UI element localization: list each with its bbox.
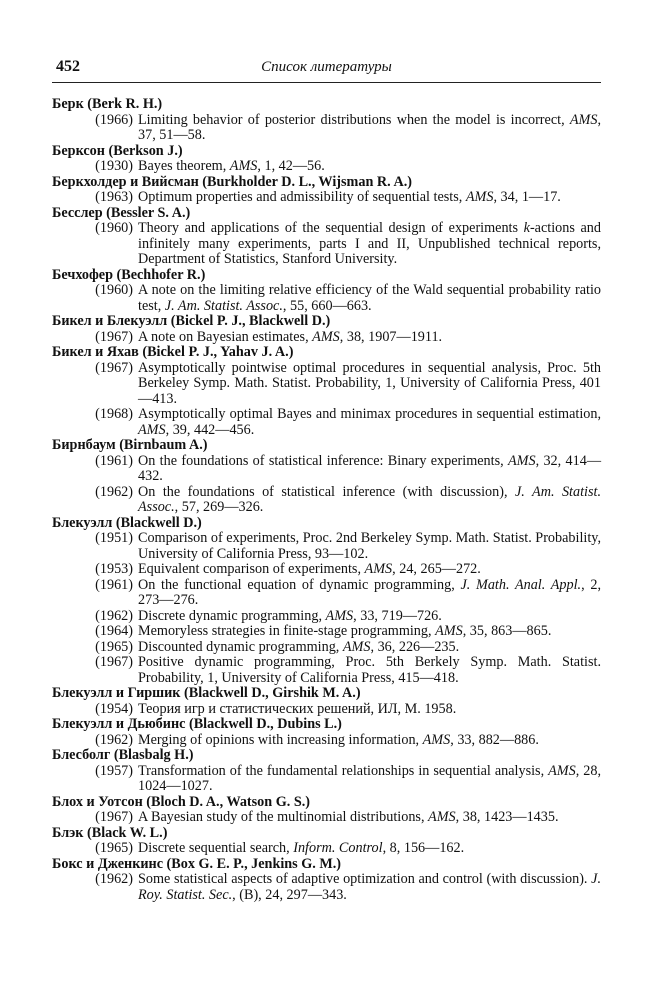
author-heading: Блекуэлл и Дьюбинс (Blackwell D., Dubins L.) [52,716,342,732]
reference-entry [52,407,601,438]
journal-title: AMS [364,561,393,577]
reference-entry [52,454,601,485]
reference-year: (1962) [95,483,133,500]
journal-title: AMS [507,452,536,469]
reference-year: (1967) [95,809,133,825]
reference-year: (1966) [95,111,133,128]
reference-year: (1957) [95,762,133,779]
journal-title: AMS [435,623,463,639]
reference-text: Asymptotically pointwise optimal procedures in sequential analysis, Proc. 5th Berkeley Symp. Math. Statist. Probability, 1, University of California Press, 401—413. [138,359,601,407]
reference-text: Optimum properties and admissibility of sequential tests, AMS, 34, 1—17. [138,189,561,205]
reference-year: (1951) [95,530,133,546]
reference-entry [52,113,601,144]
reference-text: Positive dynamic programming, Proc. 5th Berkely Symp. Math. Statist. Probability, 1, University of California Press, 415—418. [138,654,601,686]
reference-text: Теория игр и статистических решений, ИЛ, М. 1958. [138,700,457,717]
reference-text: Discrete dynamic programming, AMS, 33, 719—726. [138,607,442,624]
running-title: Список литературы [261,59,392,75]
journal-title: AMS [342,638,371,655]
author-heading: Блох и Уотсон (Bloch D. A., Watson G. S.) [52,793,311,810]
reference-entry [52,841,601,857]
reference-year: (1967) [95,328,133,345]
journal-title: J. Am. Statist. Assoc. [164,297,283,314]
reference-year: (1961) [95,452,133,469]
journal-title: AMS [548,762,576,779]
reference-entry [52,190,601,206]
journal-title: J. Math. Anal. Appl. [460,576,582,593]
bibliography-list [52,97,601,903]
reference-entry [52,655,601,686]
journal-title: J. Roy. Statist. Sec. [138,871,601,903]
reference-entry [52,562,601,578]
page-header [52,56,601,83]
reference-year: (1961) [95,576,133,593]
reference-entry [52,640,601,656]
reference-text: A Bayesian study of the multinomial distributions, AMS, 38, 1423—1435. [138,809,559,825]
author-heading: Бикел и Блекуэлл (Bickel P. J., Blackwell D.) [52,313,331,329]
journal-title: Inform. Control [293,840,383,856]
reference-text: Comparison of experiments, Proc. 2nd Berkeley Symp. Math. Statist. Probability, University of California Press, 93—102. [138,530,601,562]
reference-entry [52,733,601,749]
reference-entry [52,283,601,314]
reference-year: (1960) [95,282,133,298]
journal-title: AMS [428,809,456,825]
journal-title: AMS [138,421,166,438]
journal-title: AMS [465,189,494,205]
journal-title: AMS [569,111,598,128]
author-heading: Блекуэлл и Гиршик (Blackwell D., Girshik M. A.) [52,685,361,701]
reference-text: On the functional equation of dynamic programming, J. Math. Anal. Appl., 2, 273—276. [138,576,601,608]
reference-text: A note on Bayesian estimates, AMS, 38, 1907—1911. [138,328,443,345]
reference-entry [52,810,601,826]
journal-title: AMS [325,607,354,624]
reference-text: On the foundations of statistical inference: Binary experiments, AMS, 32, 414—432. [138,452,602,484]
author-heading: Бирнбаум (Birnbaum A.) [52,437,208,453]
reference-year: (1930) [95,158,133,174]
author-heading: Берксон (Berkson J.) [52,142,183,159]
author-heading: Блэк (Black W. L.) [52,824,168,841]
reference-text: A note on the limiting relative efficiency of the Wald sequential probability ratio test, J. Am. Statist. Assoc., 55, 660—663. [138,282,601,314]
reference-entry [52,764,601,795]
reference-text: Merging of opinions with increasing information, AMS, 33, 882—886. [138,731,539,748]
author-heading: Бикел и Яхав (Bickel P. J., Yahav J. A.) [52,344,294,360]
reference-text: Bayes theorem, AMS, 1, 42—56. [138,158,325,174]
reference-year: (1962) [95,731,133,748]
reference-text: On the foundations of statistical inference (with discussion), J. Am. Statist. Assoc., 57, 269—326. [138,483,601,515]
author-heading: Блесболг (Blasbalg H.) [52,747,194,763]
reference-text: Discounted dynamic programming, AMS, 36, 226—235. [138,638,460,655]
reference-year: (1953) [95,561,133,577]
reference-text: Memoryless strategies in finite-stage programming, AMS, 35, 863—865. [138,623,552,639]
reference-entry [52,330,601,346]
reference-entry [52,485,601,516]
author-heading: Бечхофер (Bechhofer R.) [52,266,206,283]
reference-year: (1967) [95,359,133,376]
reference-text: Limiting behavior of posterior distributions when the model is incorrect, AMS, 37, 51—58. [138,111,601,143]
author-heading: Бесслер (Bessler S. A.) [52,204,191,221]
reference-entry [52,531,601,562]
reference-year: (1963) [95,189,133,205]
author-heading: Берк (Berk R. H.) [52,96,163,112]
reference-entry [52,578,601,609]
reference-text: Equivalent comparison of experiments, AMS, 24, 265—272. [138,561,481,577]
reference-year: (1960) [95,220,133,236]
journal-title: AMS [312,328,340,345]
author-heading: Беркхолдер и Вийсман (Burkholder D. L., Wijsman R. A.) [52,173,412,190]
reference-text: Discrete sequential search, Inform. Control, 8, 156—162. [138,840,465,856]
reference-entry [52,702,601,718]
reference-text: Theory and applications of the sequential design of experiments k-actions and infinitely many experiments, parts I and II, Unpublished technical reports, Department of Statistics, Stanford University. [138,220,601,267]
reference-year: (1965) [95,840,133,856]
reference-year: (1967) [95,654,133,670]
journal-title: AMS [422,731,451,748]
author-heading: Бокс и Дженкинс (Box G. E. P., Jenkins G. M.) [52,855,342,872]
reference-entry [52,609,601,625]
reference-text: Transformation of the fundamental relationships in sequential analysis, AMS, 28, 1024—1027. [138,762,601,794]
journal-title: k [523,220,530,236]
reference-year: (1965) [95,638,133,655]
reference-year: (1962) [95,607,133,624]
reference-entry [52,221,601,268]
author-heading: Блекуэлл (Blackwell D.) [52,514,202,531]
reference-year: (1968) [95,406,133,422]
reference-text: Some statistical aspects of adaptive optimization and control (with discussion). J. Roy. Statist. Sec., (B), 24, 297—343. [138,871,601,903]
reference-text: Asymptotically optimal Bayes and minimax procedures in sequential estimation, AMS, 39, 442—456. [138,406,601,438]
reference-entry [52,624,601,640]
reference-entry [52,361,601,408]
reference-entry [52,159,601,175]
reference-year: (1964) [95,623,133,639]
page-number: 452 [56,58,80,75]
reference-year: (1954) [95,700,133,717]
reference-year: (1962) [95,871,133,887]
reference-entry [52,872,601,903]
journal-title: J. Am. Statist. Assoc. [138,483,601,515]
journal-title: AMS [229,158,258,174]
